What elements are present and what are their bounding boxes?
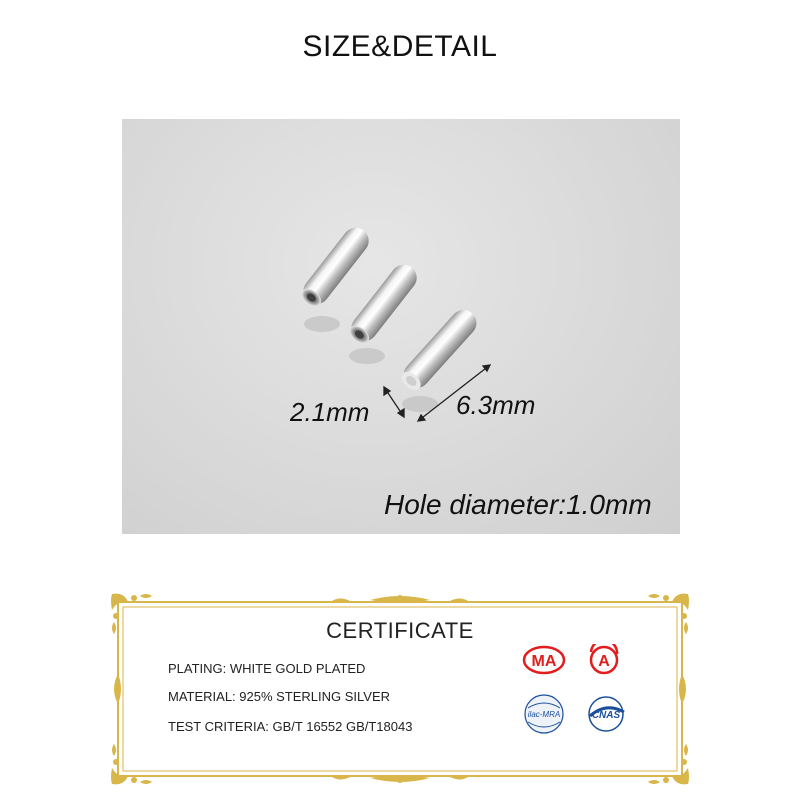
silver-tubes-illustration xyxy=(122,119,680,534)
certificate-title: CERTIFICATE xyxy=(326,618,474,643)
page-title: SIZE&DETAIL xyxy=(302,30,498,63)
plating-info: PLATING: WHITE GOLD PLATED xyxy=(168,661,366,676)
hole-diameter-label: Hole diameter:1.0mm xyxy=(384,489,652,520)
ma-logo-text: MA xyxy=(531,653,557,670)
ilac-logo-text: ilac-MRA xyxy=(527,710,561,719)
test-criteria-info: TEST CRITERIA: GB/T 16552 GB/T18043 xyxy=(168,719,413,734)
certificate-panel xyxy=(110,592,690,786)
ilac-mra-icon xyxy=(525,695,563,733)
width-dimension-label: 2.1mm xyxy=(290,397,370,427)
length-dimension-label: 6.3mm xyxy=(456,390,536,420)
product-photo xyxy=(122,119,680,534)
material-info: MATERIAL: 925% STERLING SILVER xyxy=(168,689,391,704)
silver-tube-2 xyxy=(345,260,422,349)
certification-logos xyxy=(522,644,642,754)
cnas-icon xyxy=(589,697,624,731)
cal-certification-icon xyxy=(591,644,617,673)
silver-tube-1 xyxy=(297,223,374,312)
cnas-logo-text: CNAS xyxy=(591,710,621,721)
ma-certification-icon xyxy=(524,647,564,673)
cal-logo-text: A xyxy=(598,653,610,670)
